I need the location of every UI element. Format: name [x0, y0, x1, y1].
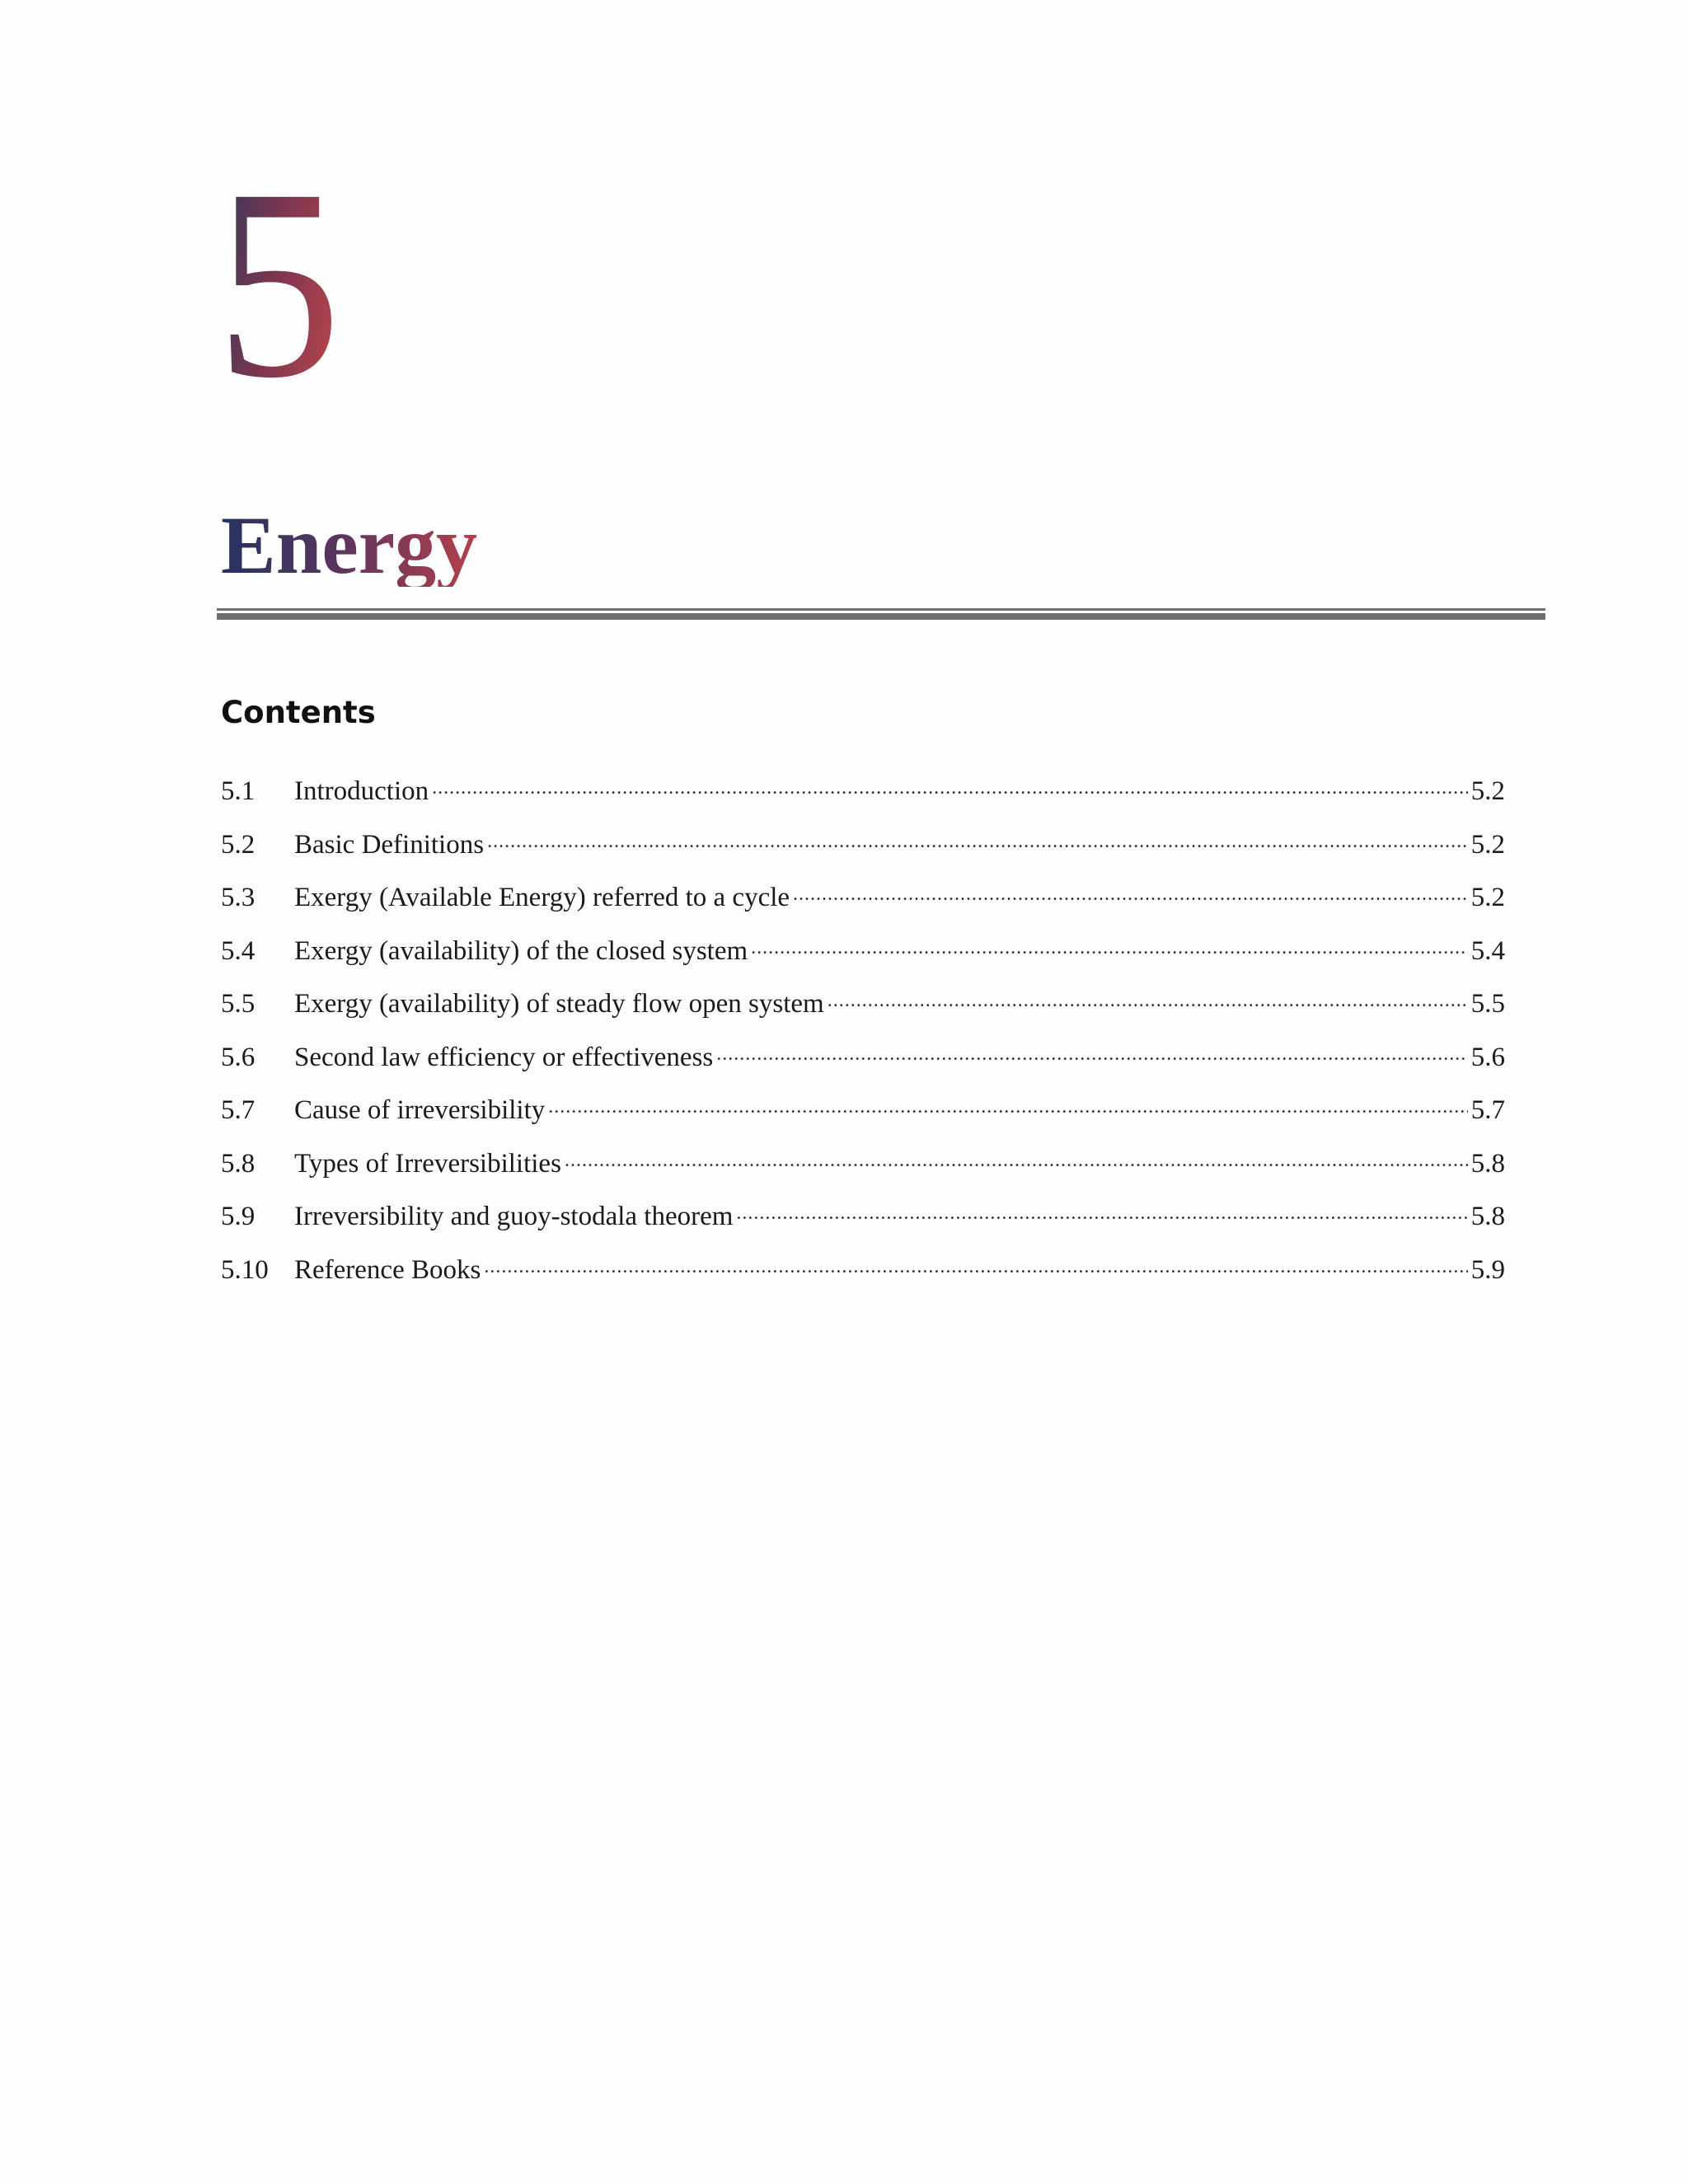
toc-dot-leader: [565, 1142, 1468, 1172]
toc-entry-number: 5.1: [221, 776, 256, 807]
chapter-title: Energy: [221, 499, 478, 591]
toc-entry-page: 5.6: [1470, 1042, 1505, 1072]
contents-heading: Contents: [221, 695, 376, 730]
toc-dot-leader: [793, 876, 1468, 906]
toc-dot-leader: [716, 1036, 1468, 1066]
toc-entry-page: 5.9: [1470, 1254, 1505, 1285]
toc-entry-number: 5.6: [221, 1042, 256, 1072]
toc-entry-title: Exergy (availability) of steady flow open system: [294, 989, 824, 1019]
title-divider: [217, 608, 1545, 621]
toc-entry-number: 5.9: [221, 1202, 256, 1232]
toc-entry-title: Exergy (availability) of the closed system: [294, 935, 748, 966]
chapter-number: 5: [216, 134, 341, 434]
toc-entry[interactable]: [221, 876, 1505, 930]
toc-entry-page: 5.7: [1470, 1095, 1505, 1126]
toc-entry-page: 5.5: [1470, 989, 1505, 1019]
toc-entry[interactable]: [221, 982, 1505, 1036]
toc-entry-title: Exergy (Available Energy) referred to a cycle: [294, 883, 790, 913]
toc-entry-number: 5.7: [221, 1095, 256, 1126]
toc-entry-number: 5.8: [221, 1148, 256, 1179]
toc-dot-leader: [484, 1249, 1467, 1278]
toc-entry[interactable]: [221, 1089, 1505, 1142]
toc-entry-number: 5.5: [221, 989, 256, 1019]
toc-dot-leader: [751, 930, 1468, 959]
toc-entry-page: 5.2: [1470, 776, 1505, 807]
toc-entry[interactable]: [221, 1036, 1505, 1090]
toc-entry-page: 5.2: [1470, 883, 1505, 913]
toc-entry-page: 5.4: [1470, 935, 1505, 966]
toc-entry[interactable]: [221, 1142, 1505, 1196]
table-of-contents: [221, 770, 1505, 1301]
toc-dot-leader: [736, 1195, 1467, 1225]
toc-dot-leader: [828, 982, 1468, 1012]
toc-dot-leader: [487, 823, 1468, 853]
toc-entry-number: 5.4: [221, 935, 256, 966]
toc-entry-page: 5.2: [1470, 829, 1505, 860]
toc-entry-title: Introduction: [294, 776, 429, 807]
toc-entry-title: Types of Irreversibilities: [294, 1148, 561, 1179]
toc-entry-number: 5.2: [221, 829, 256, 860]
toc-entry-number: 5.3: [221, 883, 256, 913]
toc-dot-leader: [548, 1089, 1467, 1118]
toc-entry-title: Reference Books: [294, 1254, 481, 1285]
toc-entry[interactable]: [221, 823, 1505, 877]
toc-entry[interactable]: [221, 930, 1505, 983]
toc-dot-leader: [432, 770, 1468, 799]
toc-entry-number: 5.10: [221, 1254, 269, 1285]
toc-entry-page: 5.8: [1470, 1148, 1505, 1179]
divider-thin-line: [217, 608, 1545, 611]
toc-entry-title: Second law efficiency or effectiveness: [294, 1042, 714, 1072]
toc-entry-title: Irreversibility and guoy-stodala theorem: [294, 1202, 734, 1232]
toc-entry[interactable]: [221, 1195, 1505, 1249]
toc-entry-page: 5.8: [1470, 1202, 1505, 1232]
divider-thick-line: [217, 613, 1545, 620]
toc-entry-title: Basic Definitions: [294, 829, 485, 860]
toc-entry[interactable]: [221, 1249, 1505, 1302]
toc-entry-title: Cause of irreversibility: [294, 1095, 546, 1126]
toc-entry[interactable]: [221, 770, 1505, 823]
